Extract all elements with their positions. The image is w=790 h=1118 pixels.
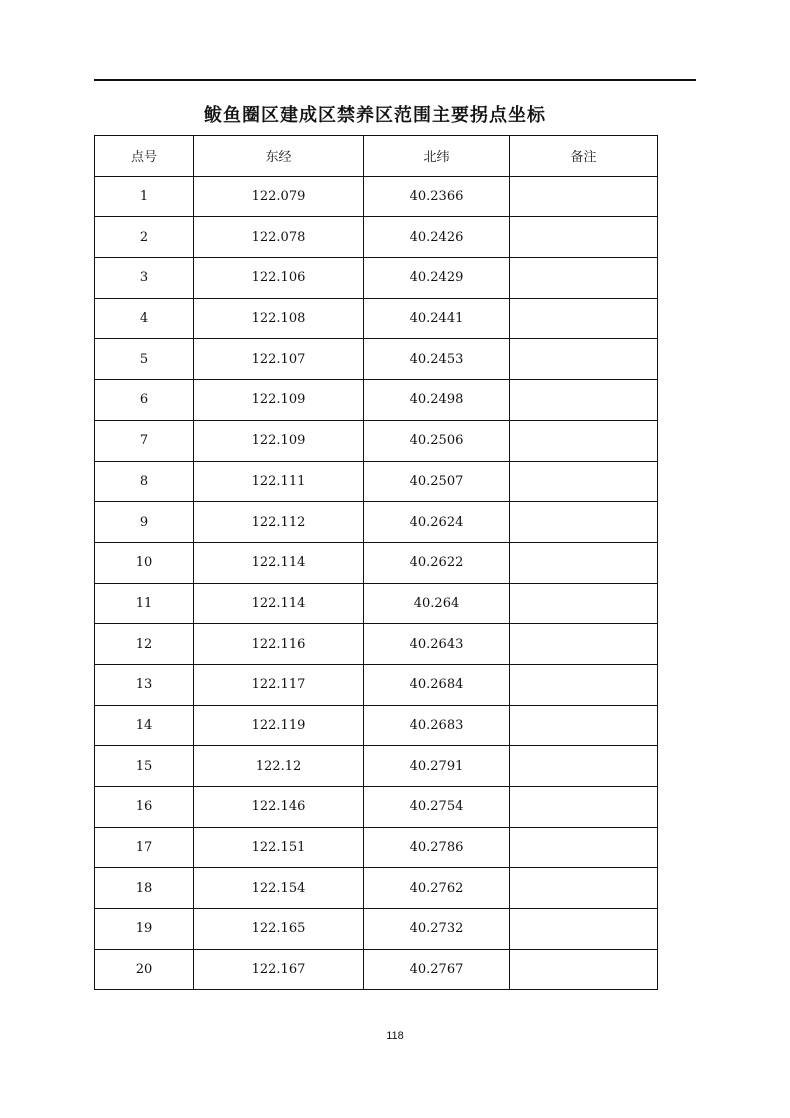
cell-point-number: 15 xyxy=(95,746,194,787)
cell-east-longitude: 122.116 xyxy=(194,624,364,665)
cell-note xyxy=(510,868,658,909)
cell-note xyxy=(510,705,658,746)
cell-point-number: 19 xyxy=(95,909,194,950)
cell-note xyxy=(510,502,658,543)
cell-north-latitude: 40.264 xyxy=(364,583,510,624)
table-row xyxy=(95,705,658,746)
cell-point-number: 7 xyxy=(95,420,194,461)
table-body xyxy=(95,176,658,990)
cell-east-longitude: 122.108 xyxy=(194,298,364,339)
table-row xyxy=(95,624,658,665)
table-row xyxy=(95,176,658,217)
cell-east-longitude: 122.154 xyxy=(194,868,364,909)
cell-north-latitude: 40.2754 xyxy=(364,787,510,828)
cell-east-longitude: 122.078 xyxy=(194,217,364,258)
cell-point-number: 16 xyxy=(95,787,194,828)
table-row xyxy=(95,787,658,828)
table-row xyxy=(95,339,658,380)
cell-note xyxy=(510,787,658,828)
cell-north-latitude: 40.2507 xyxy=(364,461,510,502)
cell-east-longitude: 122.119 xyxy=(194,705,364,746)
cell-east-longitude: 122.109 xyxy=(194,420,364,461)
cell-point-number: 8 xyxy=(95,461,194,502)
table-row xyxy=(95,298,658,339)
header-rule xyxy=(94,79,696,81)
cell-north-latitude: 40.2498 xyxy=(364,380,510,421)
table-row xyxy=(95,420,658,461)
table-row xyxy=(95,380,658,421)
column-header-point: 点号 xyxy=(95,136,194,177)
cell-north-latitude: 40.2624 xyxy=(364,502,510,543)
cell-east-longitude: 122.112 xyxy=(194,502,364,543)
cell-note xyxy=(510,380,658,421)
cell-east-longitude: 122.117 xyxy=(194,664,364,705)
cell-east-longitude: 122.107 xyxy=(194,339,364,380)
cell-point-number: 20 xyxy=(95,949,194,990)
cell-north-latitude: 40.2732 xyxy=(364,909,510,950)
cell-note xyxy=(510,298,658,339)
cell-east-longitude: 122.146 xyxy=(194,787,364,828)
cell-north-latitude: 40.2786 xyxy=(364,827,510,868)
column-header-east-longitude: 东经 xyxy=(194,136,364,177)
table-row xyxy=(95,258,658,299)
cell-point-number: 2 xyxy=(95,217,194,258)
table-row xyxy=(95,746,658,787)
cell-point-number: 9 xyxy=(95,502,194,543)
cell-point-number: 6 xyxy=(95,380,194,421)
cell-point-number: 4 xyxy=(95,298,194,339)
cell-note xyxy=(510,339,658,380)
cell-east-longitude: 122.12 xyxy=(194,746,364,787)
cell-north-latitude: 40.2643 xyxy=(364,624,510,665)
cell-note xyxy=(510,176,658,217)
cell-north-latitude: 40.2441 xyxy=(364,298,510,339)
document-title: 鲅鱼圈区建成区禁养区范围主要拐点坐标 xyxy=(204,105,546,126)
cell-north-latitude: 40.2453 xyxy=(364,339,510,380)
table-row xyxy=(95,461,658,502)
cell-east-longitude: 122.114 xyxy=(194,583,364,624)
page-number: 118 xyxy=(386,1030,404,1042)
cell-north-latitude: 40.2622 xyxy=(364,542,510,583)
table-row xyxy=(95,949,658,990)
cell-point-number: 14 xyxy=(95,705,194,746)
cell-note xyxy=(510,217,658,258)
cell-point-number: 17 xyxy=(95,827,194,868)
cell-east-longitude: 122.079 xyxy=(194,176,364,217)
cell-point-number: 1 xyxy=(95,176,194,217)
table-row xyxy=(95,664,658,705)
cell-north-latitude: 40.2684 xyxy=(364,664,510,705)
cell-note xyxy=(510,542,658,583)
cell-point-number: 12 xyxy=(95,624,194,665)
cell-note xyxy=(510,827,658,868)
cell-east-longitude: 122.109 xyxy=(194,380,364,421)
cell-north-latitude: 40.2683 xyxy=(364,705,510,746)
cell-north-latitude: 40.2429 xyxy=(364,258,510,299)
cell-east-longitude: 122.114 xyxy=(194,542,364,583)
cell-point-number: 10 xyxy=(95,542,194,583)
cell-note xyxy=(510,949,658,990)
cell-note xyxy=(510,461,658,502)
cell-east-longitude: 122.151 xyxy=(194,827,364,868)
column-header-north-latitude: 北纬 xyxy=(364,136,510,177)
cell-east-longitude: 122.165 xyxy=(194,909,364,950)
cell-point-number: 18 xyxy=(95,868,194,909)
cell-east-longitude: 122.106 xyxy=(194,258,364,299)
cell-north-latitude: 40.2426 xyxy=(364,217,510,258)
column-header-note: 备注 xyxy=(510,136,658,177)
table-row xyxy=(95,583,658,624)
table-row xyxy=(95,909,658,950)
table-row xyxy=(95,868,658,909)
cell-note xyxy=(510,746,658,787)
cell-north-latitude: 40.2791 xyxy=(364,746,510,787)
cell-east-longitude: 122.111 xyxy=(194,461,364,502)
coordinates-table xyxy=(94,135,658,990)
cell-point-number: 13 xyxy=(95,664,194,705)
cell-note xyxy=(510,664,658,705)
table-row xyxy=(95,217,658,258)
table-row xyxy=(95,827,658,868)
cell-point-number: 11 xyxy=(95,583,194,624)
cell-note xyxy=(510,258,658,299)
cell-north-latitude: 40.2762 xyxy=(364,868,510,909)
cell-north-latitude: 40.2506 xyxy=(364,420,510,461)
cell-point-number: 5 xyxy=(95,339,194,380)
cell-north-latitude: 40.2767 xyxy=(364,949,510,990)
cell-east-longitude: 122.167 xyxy=(194,949,364,990)
cell-note xyxy=(510,909,658,950)
cell-north-latitude: 40.2366 xyxy=(364,176,510,217)
table-row xyxy=(95,542,658,583)
cell-note xyxy=(510,420,658,461)
table-row xyxy=(95,502,658,543)
cell-note xyxy=(510,624,658,665)
cell-note xyxy=(510,583,658,624)
table-header-row xyxy=(95,136,658,177)
cell-point-number: 3 xyxy=(95,258,194,299)
